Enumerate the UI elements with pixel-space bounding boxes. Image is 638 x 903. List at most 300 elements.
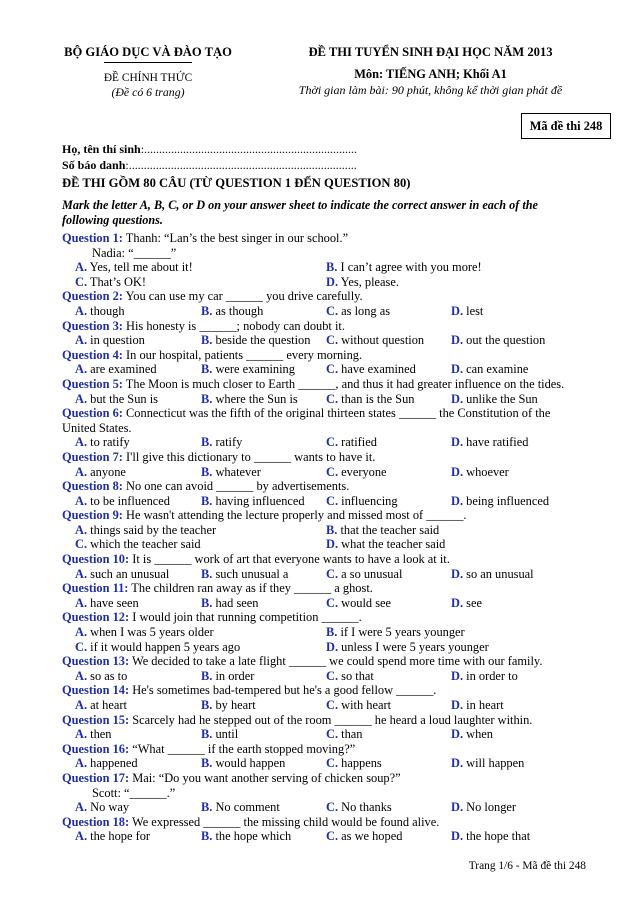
question-text: The Moon is much closer to Earth ______, and thus it had greater influence on the tides. [122, 376, 565, 391]
answer-option-c[interactable] [326, 304, 390, 319]
answer-option-c[interactable] [326, 392, 414, 407]
option-letter: C. [326, 303, 339, 318]
option-letter: B. [201, 668, 213, 683]
option-text: being influenced [463, 493, 550, 508]
option-text: with heart [338, 698, 392, 712]
answer-option-c[interactable] [75, 275, 146, 290]
question-text: Mai: “Do you want another serving of chicken soup?” [129, 770, 401, 785]
answer-option-c[interactable] [326, 756, 382, 771]
option-text: such an unusual [87, 566, 170, 581]
question-text: You can use my car ______ you drive carefully. [122, 289, 363, 304]
option-text: so that [338, 668, 374, 683]
answer-option-a[interactable] [75, 727, 111, 742]
option-letter: C. [326, 566, 339, 581]
question-stem [62, 348, 592, 363]
option-text: if it would happen 5 years ago [87, 639, 241, 654]
exam-code-box: Mã đề thi 248 [521, 113, 611, 139]
option-text: when [463, 727, 493, 742]
option-text: in order to [463, 668, 518, 683]
answer-option-b[interactable] [201, 756, 285, 771]
option-letter: C. [326, 435, 339, 450]
answer-option-b[interactable] [201, 567, 288, 582]
answer-options-row [62, 625, 592, 640]
option-letter: A. [75, 829, 88, 844]
candidate-id-dots: :............................................................................ [125, 158, 357, 172]
option-text: have seen [87, 595, 139, 610]
answer-option-d[interactable] [326, 537, 445, 552]
answer-option-a[interactable] [75, 567, 169, 582]
candidate-name-dots: :....................................................................... [140, 142, 358, 156]
answer-option-d[interactable] [451, 435, 528, 450]
question-13 [62, 654, 592, 683]
question-stem [62, 742, 592, 757]
option-letter: B. [326, 522, 338, 537]
option-text: by heart [212, 698, 256, 712]
answer-option-b[interactable] [201, 465, 261, 480]
option-letter: C. [326, 493, 339, 508]
question-15 [62, 713, 592, 742]
option-text: everyone [338, 464, 387, 479]
answer-option-b[interactable] [201, 435, 242, 450]
answer-option-c[interactable] [326, 669, 374, 684]
option-letter: D. [326, 274, 339, 289]
answer-option-d[interactable] [326, 275, 399, 290]
question-text: Thanh: “Lan’s the best singer in our school.” [122, 231, 349, 245]
question-stem [62, 771, 592, 786]
answer-option-d[interactable] [451, 333, 545, 348]
question-stem [62, 654, 592, 669]
candidate-name-field [62, 142, 357, 157]
option-letter: C. [326, 829, 339, 844]
option-letter: A. [75, 595, 88, 610]
answer-options-row [62, 698, 592, 713]
question-stem [62, 683, 592, 698]
question-text: The children ran away as if they ______ a ghost. [128, 581, 373, 596]
answer-option-b[interactable] [201, 596, 258, 611]
option-text: then [87, 727, 112, 742]
header-divider [104, 62, 192, 63]
question-2 [62, 289, 592, 318]
answer-option-a[interactable] [75, 625, 214, 640]
question-number: Question 6: [62, 406, 123, 421]
answer-options-row [62, 800, 592, 815]
question-number: Question 12: [62, 610, 130, 625]
option-letter: B. [201, 829, 213, 844]
question-number: Question 4: [62, 347, 123, 362]
option-text: to be influenced [87, 493, 170, 508]
option-letter: B. [201, 435, 213, 450]
answer-option-c[interactable] [326, 494, 398, 509]
option-letter: A. [75, 464, 88, 479]
answer-option-b[interactable] [201, 494, 305, 509]
answer-option-c[interactable] [326, 362, 416, 377]
answer-option-d[interactable] [451, 567, 534, 582]
official-label: ĐỀ CHÍNH THỨC [103, 72, 193, 84]
question-16 [62, 742, 592, 771]
option-letter: B. [201, 698, 213, 712]
answer-option-a[interactable] [75, 494, 170, 509]
answer-option-b[interactable] [201, 333, 310, 348]
header-left [62, 45, 234, 100]
option-letter: A. [75, 698, 88, 712]
option-text: in order [212, 668, 255, 683]
question-stem [62, 713, 592, 728]
option-letter: B. [201, 595, 213, 610]
option-letter: C. [326, 756, 339, 771]
answer-options-row [62, 596, 592, 611]
option-text: in heart [463, 698, 504, 712]
option-letter: A. [75, 756, 88, 771]
answer-option-b[interactable] [326, 523, 439, 538]
answer-option-b[interactable] [326, 625, 465, 640]
answer-option-a[interactable] [75, 435, 130, 450]
answer-option-c[interactable] [326, 698, 391, 713]
option-letter: C. [326, 698, 339, 712]
option-letter: A. [75, 566, 88, 581]
answer-option-b[interactable] [201, 727, 238, 742]
answer-options-row [62, 494, 592, 509]
dialogue-reply: Scott: “______.” [92, 785, 176, 800]
question-11 [62, 581, 592, 610]
answer-option-b[interactable] [201, 362, 295, 377]
ministry-name: BỘ GIÁO DỤC VÀ ĐÀO TẠO [64, 45, 232, 59]
answer-option-a[interactable] [75, 333, 145, 348]
question-text: I'll give this dictionary to ______ wants to have it. [122, 449, 376, 464]
answer-options-row [62, 260, 592, 275]
answer-option-d[interactable] [451, 494, 549, 509]
question-5 [62, 377, 592, 406]
question-1 [62, 231, 592, 289]
option-text: whoever [463, 464, 509, 479]
answer-option-b[interactable] [201, 829, 291, 844]
answer-option-a[interactable] [75, 800, 129, 815]
answer-option-b[interactable] [201, 669, 254, 684]
question-number: Question 13: [62, 654, 130, 669]
option-text: than is the Sun [338, 391, 415, 406]
option-letter: B. [201, 464, 213, 479]
answer-options-row [62, 669, 592, 684]
page-footer: Trang 1/6 - Mã đề thi 248 [468, 860, 586, 872]
answer-option-d[interactable] [451, 465, 509, 480]
question-18 [62, 815, 592, 844]
answer-option-d[interactable] [451, 362, 528, 377]
answer-option-c[interactable] [326, 333, 424, 348]
answer-options-row [62, 362, 592, 377]
question-stem [62, 552, 592, 567]
answer-option-c[interactable] [326, 596, 391, 611]
answer-option-c[interactable] [75, 640, 240, 655]
question-number: Question 3: [62, 318, 123, 333]
page-count-note: (Đề có 6 trang) [111, 85, 185, 99]
question-stem [62, 479, 592, 494]
question-text: Scarcely had he stepped out of the room ______ he heard a loud laughter within. [129, 712, 533, 727]
option-text: happened [87, 756, 138, 771]
question-10 [62, 552, 592, 581]
option-text: No way [87, 800, 130, 815]
option-text: ratified [338, 435, 377, 450]
answer-option-a[interactable] [75, 260, 193, 275]
answer-option-d[interactable] [451, 727, 493, 742]
answer-option-a[interactable] [75, 829, 150, 844]
option-letter: C. [75, 274, 88, 289]
option-letter: D. [451, 493, 464, 508]
header-right [278, 45, 583, 98]
answer-option-a[interactable] [75, 698, 127, 713]
option-text: have examined [338, 362, 416, 377]
question-4 [62, 348, 592, 377]
option-text: so as to [87, 668, 128, 683]
answer-option-b[interactable] [201, 304, 263, 319]
question-stem [62, 815, 592, 830]
answer-option-a[interactable] [75, 523, 216, 538]
option-letter: A. [75, 391, 88, 406]
option-text: the hope that [463, 829, 531, 844]
question-14 [62, 683, 592, 712]
answer-option-d[interactable] [451, 669, 518, 684]
option-letter: C. [326, 333, 339, 348]
option-text: can examine [463, 362, 529, 377]
option-text: Yes, please. [338, 274, 399, 289]
question-text: Connecticut was the fifth of the original thirteen states ______ the Constitution of the [122, 406, 551, 421]
question-text: We decided to take a late flight ______ we could spend more time with our family. [129, 654, 543, 669]
option-text: ratify [212, 435, 243, 450]
option-text: No thanks [338, 800, 392, 815]
option-letter: B. [201, 756, 213, 771]
option-text: No longer [463, 800, 517, 815]
time-limit: Thời gian làm bài: 90 phút, không kể thời gian phát đề [298, 83, 563, 97]
option-text: whatever [212, 464, 261, 479]
option-letter: D. [451, 303, 464, 318]
answer-options-row [62, 727, 592, 742]
question-number: Question 14: [62, 683, 130, 698]
option-text: out the question [463, 333, 546, 348]
question-stem [62, 406, 592, 421]
option-letter: B. [201, 303, 213, 318]
option-letter: C. [326, 800, 339, 815]
answer-option-a[interactable] [75, 362, 157, 377]
question-number: Question 16: [62, 741, 130, 756]
question-stem [62, 610, 592, 625]
question-text: His honesty is ______; nobody can doubt it. [122, 318, 345, 333]
option-letter: D. [326, 639, 339, 654]
option-text: were examining [212, 362, 295, 377]
option-text: if I were 5 years younger [337, 625, 465, 640]
option-text: having influenced [212, 493, 305, 508]
subject-line: Môn: TIẾNG ANH; Khối A1 [354, 67, 507, 81]
question-3 [62, 319, 592, 348]
question-stem [62, 231, 592, 246]
option-text: such unusual a [212, 566, 289, 581]
option-letter: B. [201, 566, 213, 581]
instructions: Mark the letter A, B, C, or D on your answer sheet to indicate the correct answer in each of the following questions. [62, 198, 538, 227]
option-letter: A. [75, 435, 88, 450]
answer-option-d[interactable] [451, 800, 516, 815]
option-letter: A. [75, 522, 88, 537]
option-text: Yes, tell me about it! [87, 260, 193, 275]
question-number: Question 18: [62, 814, 130, 829]
answer-options-row [62, 537, 592, 552]
option-letter: B. [201, 333, 213, 348]
question-text: He wasn't attending the lecture properly and missed most of ______. [122, 508, 467, 523]
question-number: Question 17: [62, 770, 130, 785]
option-text: in question [87, 333, 145, 348]
option-text: beside the question [212, 333, 311, 348]
option-letter: D. [451, 333, 464, 348]
option-text: than [338, 727, 363, 742]
option-letter: C. [326, 391, 339, 406]
option-text: influencing [338, 493, 398, 508]
option-text: a so unusual [338, 566, 403, 581]
option-text: to ratify [87, 435, 130, 450]
option-text: have ratified [463, 435, 529, 450]
answer-option-d[interactable] [451, 756, 524, 771]
answer-options-row [62, 523, 592, 538]
option-letter: D. [451, 800, 464, 815]
answer-options-row [62, 465, 592, 480]
answer-option-c[interactable] [75, 537, 201, 552]
option-text: as though [212, 303, 264, 318]
option-letter: C. [326, 362, 339, 377]
option-letter: D. [451, 727, 464, 742]
question-stem [62, 581, 592, 596]
answer-option-b[interactable] [201, 392, 298, 407]
answer-option-c[interactable] [326, 435, 377, 450]
question-9 [62, 508, 592, 552]
answer-option-b[interactable] [201, 800, 280, 815]
answer-option-a[interactable] [75, 465, 126, 480]
option-letter: C. [326, 464, 339, 479]
answer-options-row [62, 392, 592, 407]
question-text: He's sometimes bad-tempered but he's a good fellow ______. [129, 683, 437, 698]
option-letter: D. [451, 668, 464, 683]
answer-option-d[interactable] [451, 698, 504, 713]
answer-options-row [62, 304, 592, 319]
answer-option-d[interactable] [451, 829, 530, 844]
answer-option-a[interactable] [75, 392, 158, 407]
option-text: without question [338, 333, 425, 348]
question-17 [62, 771, 592, 815]
option-letter: B. [326, 625, 338, 640]
question-stem [62, 319, 592, 334]
option-letter: B. [201, 800, 213, 815]
question-text: We expressed ______ the missing child would be found alive. [129, 814, 440, 829]
answer-option-a[interactable] [75, 596, 139, 611]
option-letter: C. [326, 668, 339, 683]
question-number: Question 2: [62, 289, 123, 304]
option-letter: D. [451, 435, 464, 450]
exam-title: ĐỀ THI TUYỂN SINH ĐẠI HỌC NĂM 2013 [308, 45, 553, 59]
answer-option-d[interactable] [451, 304, 483, 319]
option-letter: A. [75, 625, 88, 640]
question-stem [62, 377, 592, 392]
option-letter: B. [201, 391, 213, 406]
candidate-id-field [62, 158, 357, 173]
option-letter: A. [75, 668, 88, 683]
question-text: No one can avoid ______ by advertisements. [122, 479, 350, 494]
answer-option-c[interactable] [326, 465, 387, 480]
question-stem [62, 289, 592, 304]
option-letter: D. [451, 566, 464, 581]
question-number: Question 11: [62, 581, 129, 596]
answer-option-a[interactable] [75, 669, 127, 684]
option-text: unlike the Sun [463, 391, 538, 406]
question-7 [62, 450, 592, 479]
option-text: so an unusual [463, 566, 534, 581]
option-text: which the teacher said [87, 537, 201, 552]
option-letter: D. [451, 756, 464, 771]
option-letter: B. [201, 727, 213, 742]
option-text: until [212, 727, 239, 742]
question-8 [62, 479, 592, 508]
option-letter: A. [75, 260, 88, 275]
answer-option-b[interactable] [201, 698, 256, 713]
option-letter: D. [451, 698, 464, 712]
option-text: see [463, 595, 482, 610]
option-text: would happen [212, 756, 286, 771]
answer-option-c[interactable] [326, 829, 402, 844]
option-letter: D. [451, 464, 464, 479]
question-stem [62, 508, 592, 523]
answer-options-row [62, 829, 592, 844]
answer-option-b[interactable] [326, 260, 482, 275]
option-letter: D. [326, 537, 339, 552]
question-text-continued: United States. [62, 420, 132, 435]
option-text: lest [463, 303, 484, 318]
question-number: Question 10: [62, 552, 130, 567]
option-text: that the teacher said [337, 522, 440, 537]
answer-options-row [62, 333, 592, 348]
option-text: No comment [212, 800, 280, 815]
option-letter: A. [75, 727, 88, 742]
option-text: unless I were 5 years younger [338, 639, 489, 654]
option-text: things said by the teacher [87, 522, 217, 537]
question-number: Question 9: [62, 508, 123, 523]
question-text: I would join that running competition ______. [129, 610, 362, 625]
option-letter: C. [326, 595, 339, 610]
question-list [62, 231, 592, 844]
option-text: happens [338, 756, 382, 771]
option-text: had seen [212, 595, 259, 610]
candidate-name-label: Họ, tên thí sinh [62, 142, 141, 156]
option-text: as long as [338, 303, 391, 318]
option-text: though [87, 303, 125, 318]
answer-option-d[interactable] [451, 392, 538, 407]
option-letter: C. [326, 727, 339, 742]
option-letter: B. [201, 493, 213, 508]
answer-option-c[interactable] [326, 800, 392, 815]
question-number: Question 7: [62, 449, 123, 464]
answer-option-c[interactable] [326, 727, 362, 742]
question-text: In our hospital, patients ______ every morning. [122, 347, 363, 362]
question-number: Question 5: [62, 376, 123, 391]
question-12 [62, 610, 592, 654]
candidate-id-label: Số báo danh [62, 158, 126, 172]
option-text: will happen [463, 756, 525, 771]
question-number: Question 8: [62, 479, 123, 494]
answer-option-d[interactable] [326, 640, 489, 655]
option-letter: C. [75, 639, 88, 654]
option-letter: D. [451, 595, 464, 610]
answer-option-c[interactable] [326, 567, 402, 582]
option-text: when I was 5 years older [87, 625, 214, 640]
option-text: anyone [87, 464, 126, 479]
question-stem [62, 450, 592, 465]
answer-option-a[interactable] [75, 756, 138, 771]
answer-option-d[interactable] [451, 596, 482, 611]
answer-option-a[interactable] [75, 304, 125, 319]
dialogue-reply: Nadia: “______” [92, 245, 177, 260]
option-text: but the Sun is [87, 391, 158, 406]
